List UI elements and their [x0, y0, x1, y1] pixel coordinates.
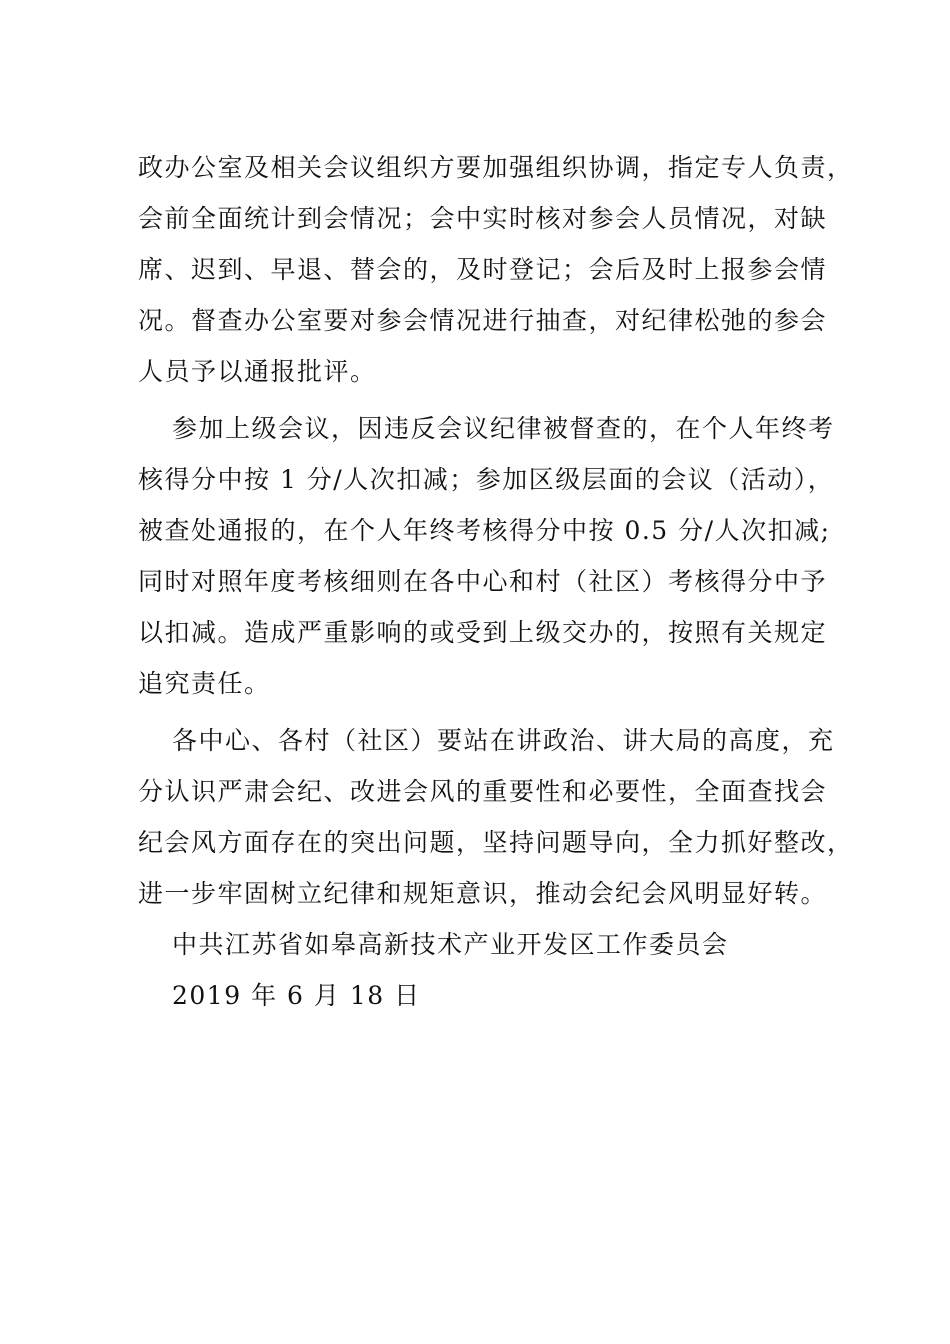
- paragraph-1: [138, 142, 854, 397]
- paragraph-line: 人员予以通报批评。: [138, 357, 377, 386]
- signature-block: [138, 919, 828, 1021]
- paragraph-line: 以扣减。造成严重影响的或受到上级交办的，按照有关规定: [138, 618, 828, 647]
- paragraph-line: 参加上级会议，因违反会议纪律被督查的，在个人年终考: [172, 414, 835, 443]
- signature-organization: 中共江苏省如皋高新技术产业开发区工作委员会: [172, 930, 729, 959]
- paragraph-line: 各中心、各村（社区）要站在讲政治、讲大局的高度，充: [172, 726, 835, 755]
- paragraph-line: 政办公室及相关会议组织方要加强组织协调，指定专人负责，: [138, 153, 854, 182]
- paragraph-line: 席、迟到、早退、替会的，及时登记；会后及时上报参会情: [138, 255, 828, 284]
- paragraph-line: 被查处通报的，在个人年终考核得分中按 0.5 分/人次扣减;: [138, 516, 831, 545]
- paragraph-line: 追究责任。: [138, 669, 271, 698]
- paragraph-line: 核得分中按 1 分/人次扣减；参加区级层面的会议（活动），: [138, 465, 835, 494]
- paragraph-3: [138, 715, 854, 919]
- paragraph-2: [138, 403, 835, 709]
- paragraph-line: 会前全面统计到会情况；会中实时核对参会人员情况，对缺: [138, 204, 828, 233]
- paragraph-line: 纪会风方面存在的突出问题，坚持问题导向，全力抓好整改，: [138, 828, 854, 857]
- paragraph-line: 况。督查办公室要对参会情况进行抽查，对纪律松弛的参会: [138, 306, 828, 335]
- paragraph-line: 同时对照年度考核细则在各中心和村（社区）考核得分中予: [138, 567, 828, 596]
- document-body: [138, 142, 854, 1021]
- paragraph-line: 分认识严肃会纪、改进会风的重要性和必要性，全面查找会: [138, 777, 828, 806]
- paragraph-line: 进一步牢固树立纪律和规矩意识，推动会纪会风明显好转。: [138, 879, 828, 908]
- signature-date: 2019 年 6 月 18 日: [172, 981, 421, 1010]
